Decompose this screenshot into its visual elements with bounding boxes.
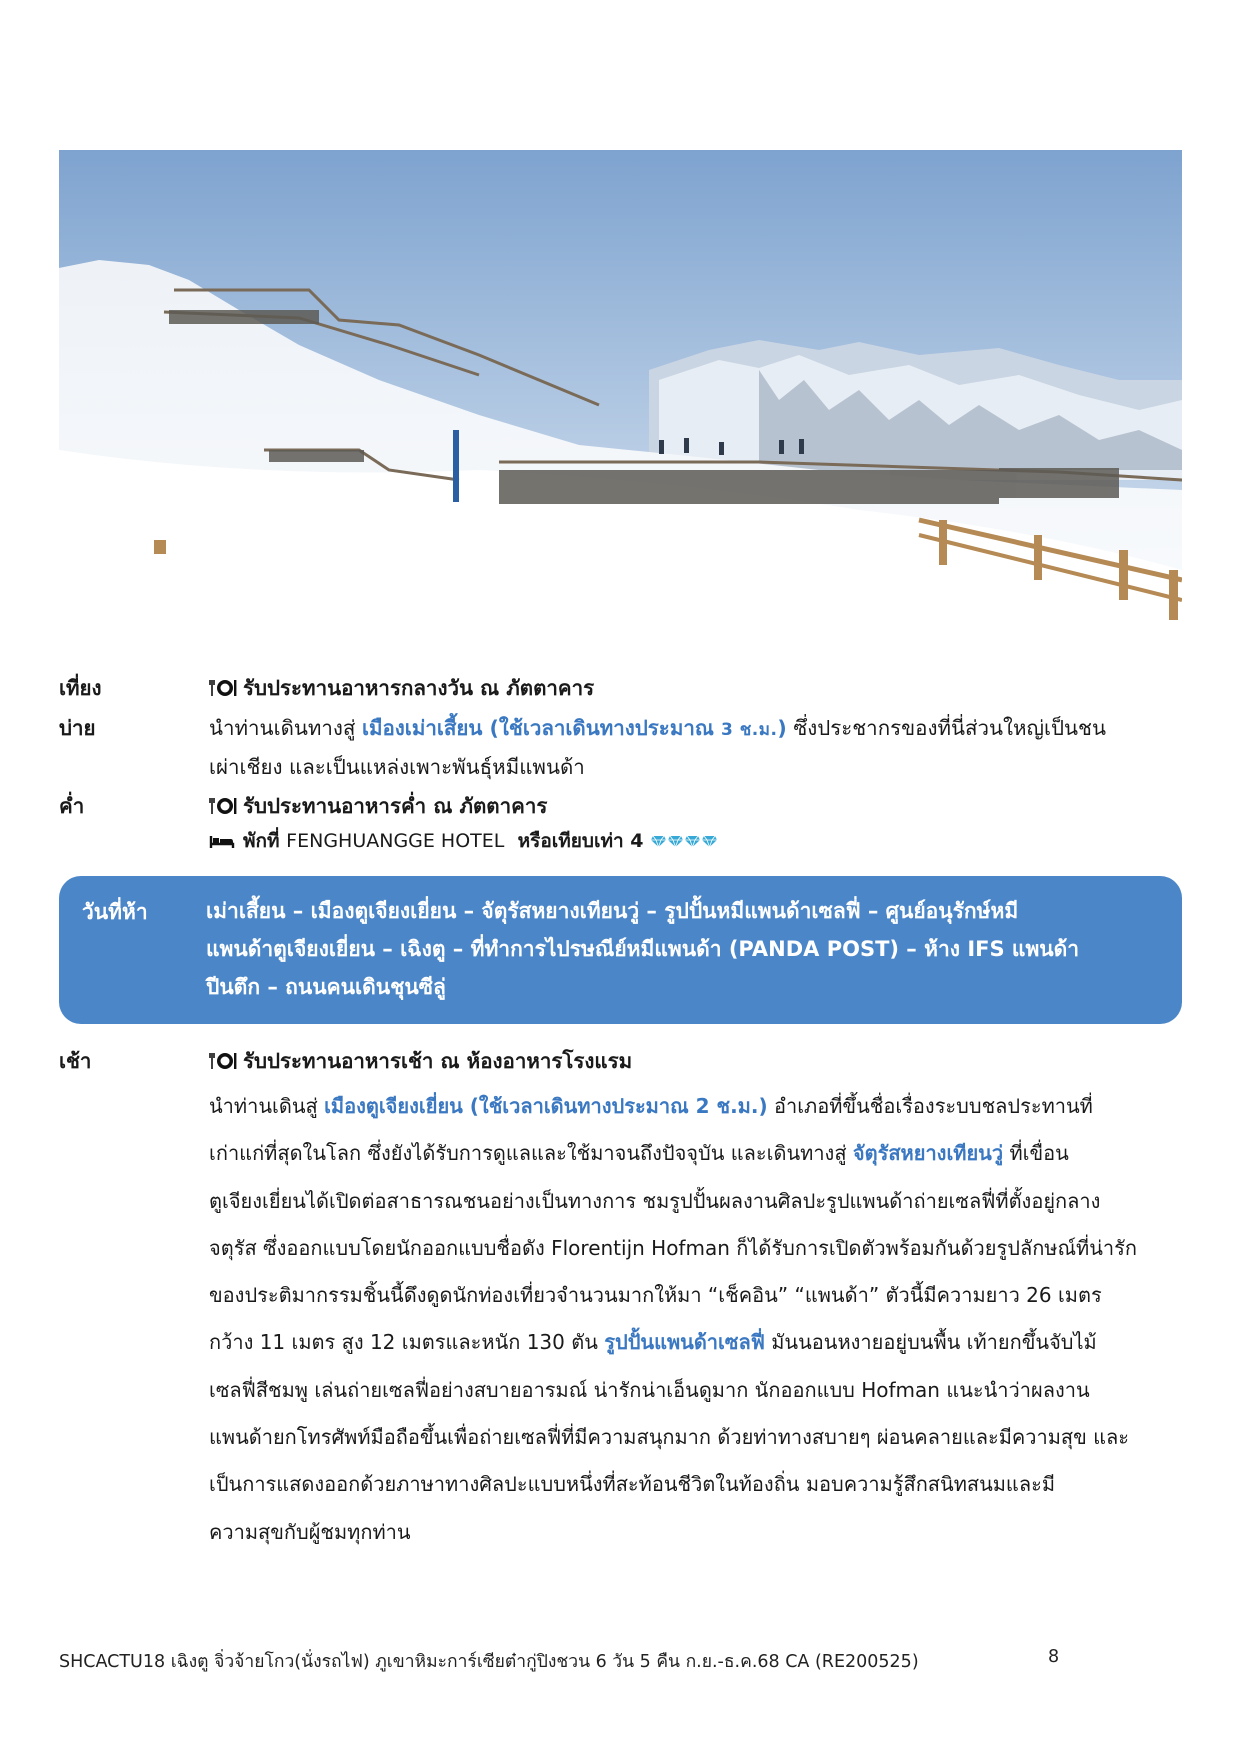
day-banner [59,876,1182,1024]
page-number: 8 [1048,1647,1060,1667]
paragraph-line: ความสุขกับผู้ชมทุกท่าน [209,1519,411,1544]
morning-description [59,1083,1182,1563]
hotel-line [209,826,1182,856]
day-itinerary [206,892,1151,1006]
text-span: เก่าแก่ที่สุดในโลก ซึ่งยังได้รับการดูแลและใช้มาจนถึงปัจจุบัน และเดินทางสู่ [209,1141,853,1166]
evening-row [59,790,1182,820]
diamond-icon [701,835,718,848]
paragraph-line [209,1083,1182,1130]
noon-row [59,672,1182,702]
paragraph-line: ของประติมากรรมชิ้นนี้ดึงดูดนักท่องเที่ยวจำนวนมากให้มา “เช็คอิน” “แพนด้า” ตัวนี้มีความยาว 26 เมตร [209,1283,1102,1308]
afternoon-highlight-duration: (ใช้เวลาเดินทางประมาณ [482,716,721,740]
noon-meal [209,672,1182,705]
noon-label: เที่ยง [59,676,102,700]
bed-icon [209,832,235,850]
paragraph-line [209,1130,1182,1177]
noon-meal-text: รับประทานอาหารกลางวัน ณ ภัตตาคาร [243,676,595,700]
evening-meal [209,790,1182,823]
afternoon-highlight-hours: 3 ช.ม. [721,720,778,740]
afternoon-text [209,710,1182,786]
afternoon-highlight-close: ) [777,716,787,740]
day-itinerary-line: แพนด้าตูเจียงเยี่ยน – เฉิงตู – ที่ทำการไปรษณีย์หมีแพนด้า (PANDA POST) – ห้าง IFS แพนด้า [206,937,1080,961]
text-span: กว้าง 11 เมตร สูง 12 เมตรและหนัก 130 ตัน [209,1330,605,1355]
text-span: นำท่านเดินสู่ [209,1094,325,1118]
meal-icon [209,797,237,815]
morning-meal-text: รับประทานอาหารเช้า ณ ห้องอาหารโรงแรม [243,1049,633,1073]
morning-paragraph [209,1083,1182,1556]
paragraph-line: เป็นการแสดงออกด้วยภาษาทางศิลปะแบบหนึ่งที่สะท้อนชีวิตในท้องถิ่น มอบความรู้สึกสนิทสนมและมี [209,1472,1056,1497]
meal-icon [209,1052,237,1070]
hotel-row [59,826,1182,856]
morning-meal [209,1045,1182,1078]
afternoon-text-post: ซึ่งประชากรของที่นี่ส่วนใหญ่เป็นชน [786,716,1106,740]
morning-label: เช้า [59,1049,92,1073]
hotel-prefix: พักที่ [243,830,287,852]
text-span: อำเภอที่ขึ้นชื่อเรื่องระบบชลประทานที่ [767,1094,1093,1118]
hotel-name: FENGHUANGGE HOTEL [286,830,505,852]
diamond-icon [650,835,667,848]
afternoon-highlight-city: เมืองเม่าเสี้ยน [361,716,483,740]
highlight-city-dujiangyan: เมืองตูเจียงเยี่ยน (ใช้เวลาเดินทางประมาณ 2 ช.ม.) [324,1094,768,1118]
diamond-icon [684,835,701,848]
afternoon-text-pre: นำท่านเดินทางสู่ [209,716,362,740]
hotel-rating-icons [650,830,718,852]
evening-label: ค่ำ [59,794,85,818]
meal-icon [209,679,237,697]
text-span: ที่เขื่อน [1003,1141,1069,1166]
text-span: มันนอนหงายอยู่บนพื้น เท้ายกขึ้นจับไม้ [764,1330,1097,1355]
paragraph-line: แพนด้ายกโทรศัพท์มือถือขึ้นเพื่อถ่ายเซลฟี่ที่มีความสนุกมาก ด้วยท่าทางสบายๆ ผ่อนคลายและมีความสุข และ [209,1425,1130,1450]
highlight-square: จัตุรัสหยางเทียนวู่ [852,1141,1004,1166]
paragraph-line [209,1319,1182,1366]
paragraph-line: ตูเจียงเยี่ยนได้เปิดต่อสาธารณชนอย่างเป็นทางการ ชมรูปปั้นผลงานศิลปะรูปแพนด้าถ่ายเซลฟี่ที่ตั้งอยู่กลาง [209,1188,1101,1213]
day-itinerary-line: ปีนตึก – ถนนคนเดินชุนซีลู่ [206,975,446,999]
morning-row [59,1045,1182,1075]
hotel-rating-text: หรือเทียบเท่า 4 [517,830,644,852]
page-footer: SHCACTU18 เฉิงตู จิ่วจ้ายโกว(นั่งรถไฟ) ภูเขาหิมะการ์เซียต๋ากู่ปิงชวน 6 วัน 5 คืน ก.ย.-ธ.ค.68 CA (RE200525) [59,1652,919,1672]
evening-meal-text: รับประทานอาหารค่ำ ณ ภัตตาคาร [243,794,548,818]
snow-mountain-photo [59,150,1182,628]
afternoon-row [59,710,1182,780]
afternoon-label: บ่าย [59,716,96,740]
paragraph-line: จตุรัส ซึ่งออกแบบโดยนักออกแบบชื่อดัง Florentijn Hofman ก็ได้รับการเปิดตัวพร้อมกันด้วยรูปลักษณ์ที่น่ารัก [209,1235,1137,1260]
afternoon-text-line2: เผ่าเชียง และเป็นแหล่งเพาะพันธุ์หมีแพนด้า [209,755,585,779]
diamond-icon [667,835,684,848]
day-itinerary-line: เม่าเสี้ยน – เมืองตูเจียงเยี่ยน – จัตุรัสหยางเทียนวู่ – รูปปั้นหมีแพนด้าเซลฟี่ – ศูนย์อนุรักษ์หมี [206,899,1019,923]
snow-mountain-image [59,150,1182,628]
highlight-panda-statue: รูปปั้นแพนด้าเซลฟี่ [604,1330,765,1355]
day-label: วันที่ห้า [82,900,148,924]
paragraph-line: เซลฟี่สีชมพู เล่นถ่ายเซลฟี่อย่างสบายอารมณ์ น่ารักน่าเอ็นดูมาก นักออกแบบ Hofman แนะนำว่าผลงาน [209,1377,1090,1402]
